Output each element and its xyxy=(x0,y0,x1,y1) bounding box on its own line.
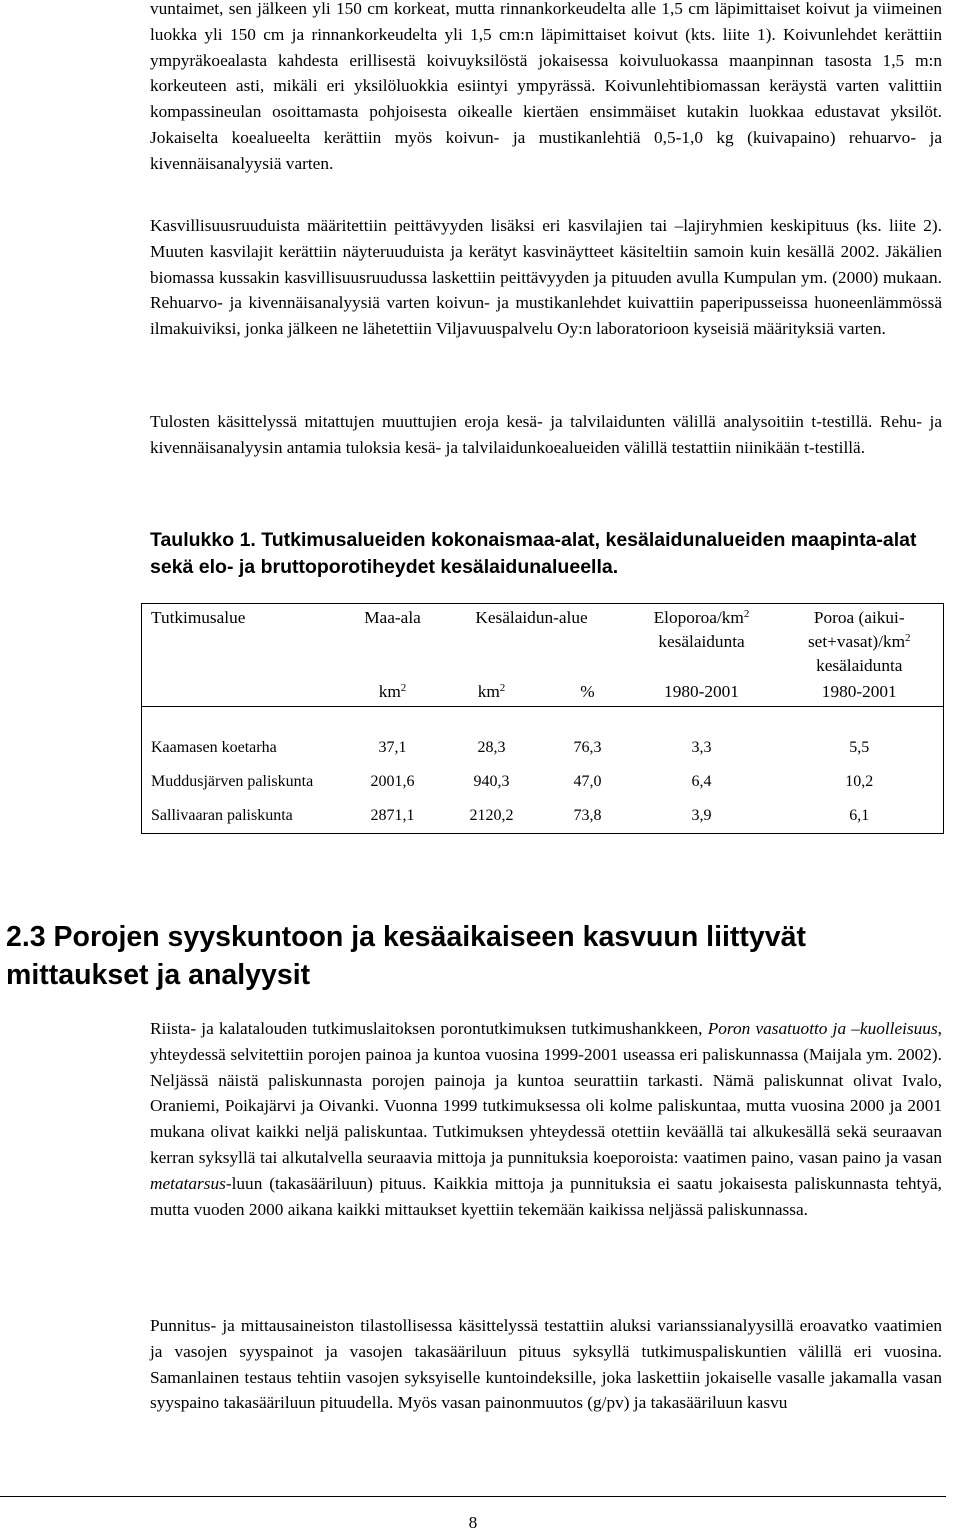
row-gross-density: 10,2 xyxy=(776,765,944,799)
row-live-density: 6,4 xyxy=(691,773,712,790)
header-gross-reindeer-density: Poroa (aikui- $set+vasat)/km^2$ kesälaidunta xyxy=(776,604,944,679)
unit-percent: % xyxy=(548,678,628,707)
header-area: Tutkimusalue xyxy=(142,604,350,679)
header-live-reindeer-density: Eloporoa/$km^2$ kesälaidunta xyxy=(628,604,776,679)
row-gross-density: 5,5 xyxy=(776,731,944,765)
row-live-density: 3,9 xyxy=(628,799,776,834)
table-row xyxy=(142,731,944,765)
unit-years-gross: 1980-2001 xyxy=(776,678,944,707)
row-land-area: 37,1 xyxy=(378,739,407,756)
table-caption: Taulukko 1. Tutkimusalueiden kokonaismaa-alat, kesälaidunalueiden maapinta-alat sekä elo- ja bruttoporotiheydet kesälaidunalueella. xyxy=(150,529,917,578)
metatarsus-term: metatarsus xyxy=(150,1173,226,1193)
row-area-name: Muddusjärven paliskunta xyxy=(142,765,350,799)
table-unit-row xyxy=(142,678,944,707)
row-gross-density: 6,1 xyxy=(776,799,944,834)
page-number: 8 xyxy=(468,1513,478,1532)
row-land-area: 2001,6 xyxy=(370,773,415,790)
project-title: Poron vasatuotto ja –kuolleisuus xyxy=(707,1019,938,1038)
unit-summer-km2: $km^2$ xyxy=(436,678,548,707)
row-percent: 73,8 xyxy=(548,799,628,834)
body-paragraph-3: Tulosten käsittelyssä mitattujen muuttujien eroja kesä- ja talvilaidunten välillä analysoitiin t-testillä. Rehu- ja kivennäisanalyysin antamia tuloksia kesä- ja talvilaidunkoealueiden välillä testattiin niinikään t-testillä. xyxy=(150,412,942,457)
table-row xyxy=(142,799,944,834)
body-paragraph-1: vuntaimet, sen jälkeen yli 150 cm korkeat, mutta rinnankorkeudelta alle 1,5 cm läpimittaiset koivut ja viimeinen luokka yli 150 cm ja rinnankorkeudelta yli 1,5 cm:n läpimittaiset koivut (kts. liite 1). Koivunlehdet kerättiin ympyräkoealasta kahdesta erillisestä koivuyksilöstä jokaisessa koivuluokassa maanpinnan tasosta 1,5 m:n korkeuteen asti, mikäli eri yksilöluokkia esiintyi ympyrässä. Koivunlehtibiomassan keräystä varten valittiin kompassineulan osoittamasta pohjoisesta oikealle kiertäen ensimmäiset kutakin luokkaa edustavat yksilöt. Jokaiselta koealueelta kerättiin myös koivun- ja mustikanlehtiä 0,5-1,0 kg (kuivapaino) rehuarvo- ja kivennäisanalyysiä varten. xyxy=(150,0,942,173)
body-paragraph-5: Punnitus- ja mittausaineiston tilastollisessa käsittelyssä testattiin aluksi varianssianalyysillä eroavatko vaatimien ja vasojen syyspainot ja vasojen takasääriluun pituus syksyllä tutkimuspaliskuntien välillä eri vuosina. Samanlainen testaus tehtiin vasojen syksyiselle kuntoindeksille, joka laskettiin jokaiselle vasalle jakamalla vasan syyspaino takasääriluun pituudella. Myös vasan painonmuutos (g/pv) ja takasääriluun kasvu xyxy=(150,1316,942,1413)
row-summer-area: 28,3 xyxy=(477,739,506,756)
row-percent: 76,3 xyxy=(573,739,602,756)
body-paragraph-2: Kasvillisuusruuduista määritettiin peittävyyden lisäksi eri kasvilajien tai –lajiryhmien keskipituus (ks. liite 2). Muuten kasvilajit kerättiin näyteruuduista ja kerätyt kasvinäytteet käsiteltiin samoin kuin kesällä 2002. Jäkälien biomassa kussakin kasvillisuusruudussa laskettiin peittävyyden ja pituuden avulla Kumpulan ym. (2000) mukaan. Rehuarvo- ja kivennäisanalyysiä varten koivun- ja mustikanlehdet kuivattiin paperipusseissa huoneenlämmössä ilmakuiviksi, jonka jälkeen ne lähetettiin Viljavuuspalvelu Oy:n laboratorioon kyseisiä määrityksiä varten. xyxy=(150,216,942,339)
footer-rule xyxy=(0,1496,946,1497)
header-summer-pasture: Kesälaidun-alue xyxy=(436,604,628,679)
row-area-name: Sallivaaran paliskunta xyxy=(142,799,350,834)
row-percent: 47,0 xyxy=(573,773,602,790)
table-row xyxy=(142,765,944,799)
row-summer-area: 940,3 xyxy=(473,773,510,790)
row-live-density: 3,3 xyxy=(691,739,712,756)
row-land-area: 2871,1 xyxy=(350,799,436,834)
row-summer-area: 2120,2 xyxy=(436,799,548,834)
research-area-table xyxy=(141,603,944,834)
body-paragraph-4: Riista- ja kalatalouden tutkimuslaitoksen porontutkimuksen tutkimushankkeen, Poron vasatuotto ja –kuolleisuus, yhteydessä selvitettiin porojen painoa ja kuntoa vuosina 1999-2001 useassa eri paliskunnassa (Maijala ym. 2002). Neljässä näistä paliskunnasta porojen painoja ja kuntoa seurattiin tarkasti. Nämä paliskunnat olivat Ivalo, Oraniemi, Poikajärvi ja Oivanki. Vuonna 1999 tutkimuksessa oli kolme paliskuntaa, mutta vuosina 2000 ja 2001 mukana olivat kaikki neljä paliskuntaa. Tutkimuksen yhteydessä otettiin keväällä tai alkukesällä sekä seuraavan kerran syksyllä tai alkutalvella seuraavia mittoja ja punnituksia koeporoista: vaatimen paino, vasan paino ja vasan metatarsus-luun (takasääriluun) pituus. Kaikkia mittoja ja punnituksia ei saatu jokaisesta paliskunnasta tehtyä, mutta vuoden 2000 aikana kaikki mittaukset kyettiin tekemään kaikissa neljässä paliskunnassa. xyxy=(150,1019,942,1219)
row-area-name: Kaamasen koetarha xyxy=(142,731,350,765)
unit-land-km2: $km^2$ xyxy=(350,678,436,707)
table-header-row xyxy=(142,604,944,679)
unit-years-live: 1980-2001 xyxy=(628,678,776,707)
section-heading: 2.3 Porojen syyskuntoon ja kesäaikaiseen kasvuun liittyvät mittaukset ja analyysit xyxy=(6,921,806,991)
header-land-area: Maa-ala xyxy=(350,604,436,679)
